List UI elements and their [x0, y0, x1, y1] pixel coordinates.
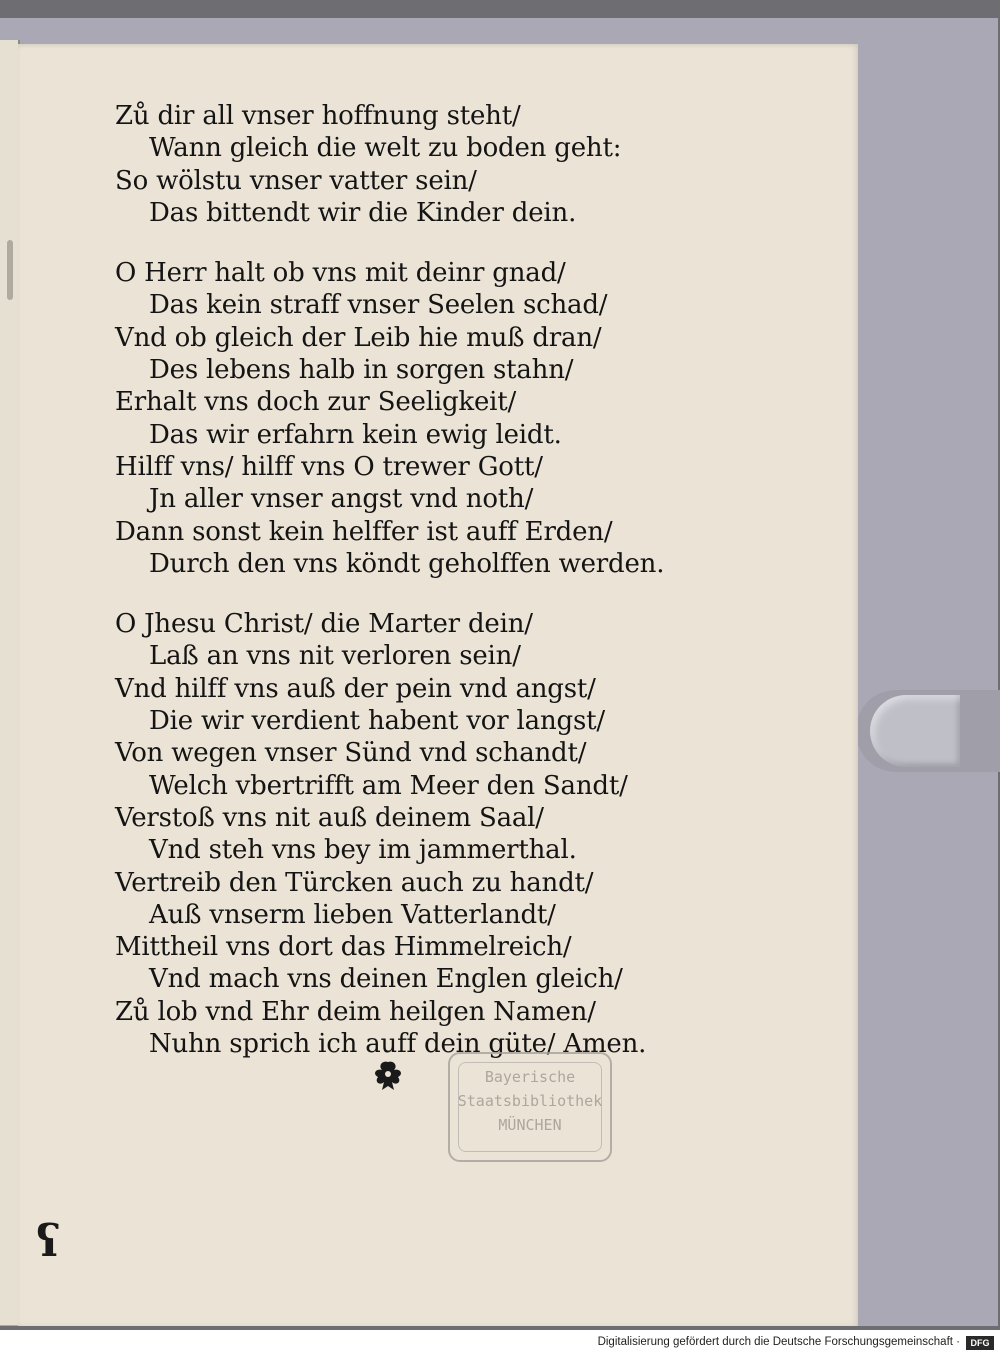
- verse-line: Durch den vns köndt geholffen werden.: [149, 548, 665, 579]
- verse-line: O Herr halt ob vns mit deinr gnad/: [115, 258, 566, 289]
- stamp-line-2: Staatsbibliothek: [457, 1092, 603, 1110]
- verse-line: Hilff vns/ hilff vns O trewer Gott/: [115, 451, 543, 482]
- verse-line: Dann sonst kein helffer ist auff Erden/: [115, 516, 613, 547]
- verse-line: Vnd ob gleich der Leib hie muß dran/: [115, 322, 602, 353]
- verse-line: Von wegen vnser Sünd vnd schandt/: [115, 738, 587, 769]
- verse-line: Nuhn sprich ich auff dein güte/ Amen.: [149, 1029, 647, 1060]
- verse-line: Das kein straff vnser Seelen schad/: [149, 290, 608, 321]
- verse-line: Verstoß vns nit auß deinem Saal/: [115, 802, 544, 833]
- verse-line: Wann gleich die welt zu boden geht:: [149, 133, 622, 164]
- verse-line: O Jhesu Christ/ die Marter dein/: [115, 609, 533, 640]
- verse-line: Das wir erfahrn kein ewig leidt.: [149, 419, 562, 450]
- verse-line: Jn aller vnser angst vnd noth/: [149, 484, 534, 515]
- verse-line: Die wir verdient habent vor langst/: [149, 706, 605, 737]
- verse-line: Zů dir all vnser hoffnung steht/: [115, 101, 521, 131]
- verse-line: Erhalt vns doch zur Seeligkeit/: [115, 387, 517, 418]
- stanza: [115, 257, 715, 580]
- poem-text: [115, 100, 715, 1088]
- binding-shadow: [7, 240, 13, 300]
- verse-line: Vertreib den Türcken auch zu handt/: [115, 867, 594, 898]
- verse-line: Das bittendt wir die Kinder dein.: [149, 197, 577, 228]
- verse-line: Vnd hilff vns auß der pein vnd angst/: [115, 673, 596, 704]
- footer-bar: [0, 1330, 1000, 1356]
- verse-line: Zů lob vnd Ehr deim heilgen Namen/: [115, 996, 596, 1027]
- dfg-logo: DFG: [966, 1336, 994, 1350]
- stamp-line-3: MÜNCHEN: [498, 1116, 562, 1134]
- library-stamp: [448, 1052, 612, 1162]
- verse-line: Vnd mach vns deinen Englen gleich/: [149, 964, 623, 995]
- stanza: [115, 608, 715, 1060]
- verse-line: Laß an vns nit verloren sein/: [149, 641, 521, 672]
- stamp-line-1: Bayerische: [484, 1068, 576, 1086]
- verse-line: Des lebens halb in sorgen stahn/: [149, 355, 574, 386]
- signature-mark: ʕ: [36, 1216, 61, 1267]
- page-clip: [870, 695, 960, 767]
- verse-line: Vnd steh vns bey im jammerthal.: [149, 835, 577, 866]
- verse-line: Mittheil vns dort das Himmelreich/: [115, 932, 572, 963]
- verse-line: So wölstu vnser vatter sein/: [115, 165, 477, 196]
- fleuron-ornament-icon: [368, 1058, 408, 1094]
- stanza: [115, 100, 715, 229]
- funding-credit: Digitalisierung gefördert durch die Deutsche Forschungsgemeinschaft ·: [597, 1336, 960, 1348]
- verse-line: Welch vbertrifft am Meer den Sandt/: [149, 770, 628, 801]
- verse-line: Auß vnserm lieben Vatterlandt/: [149, 899, 556, 930]
- facing-page-edge: [0, 40, 20, 1325]
